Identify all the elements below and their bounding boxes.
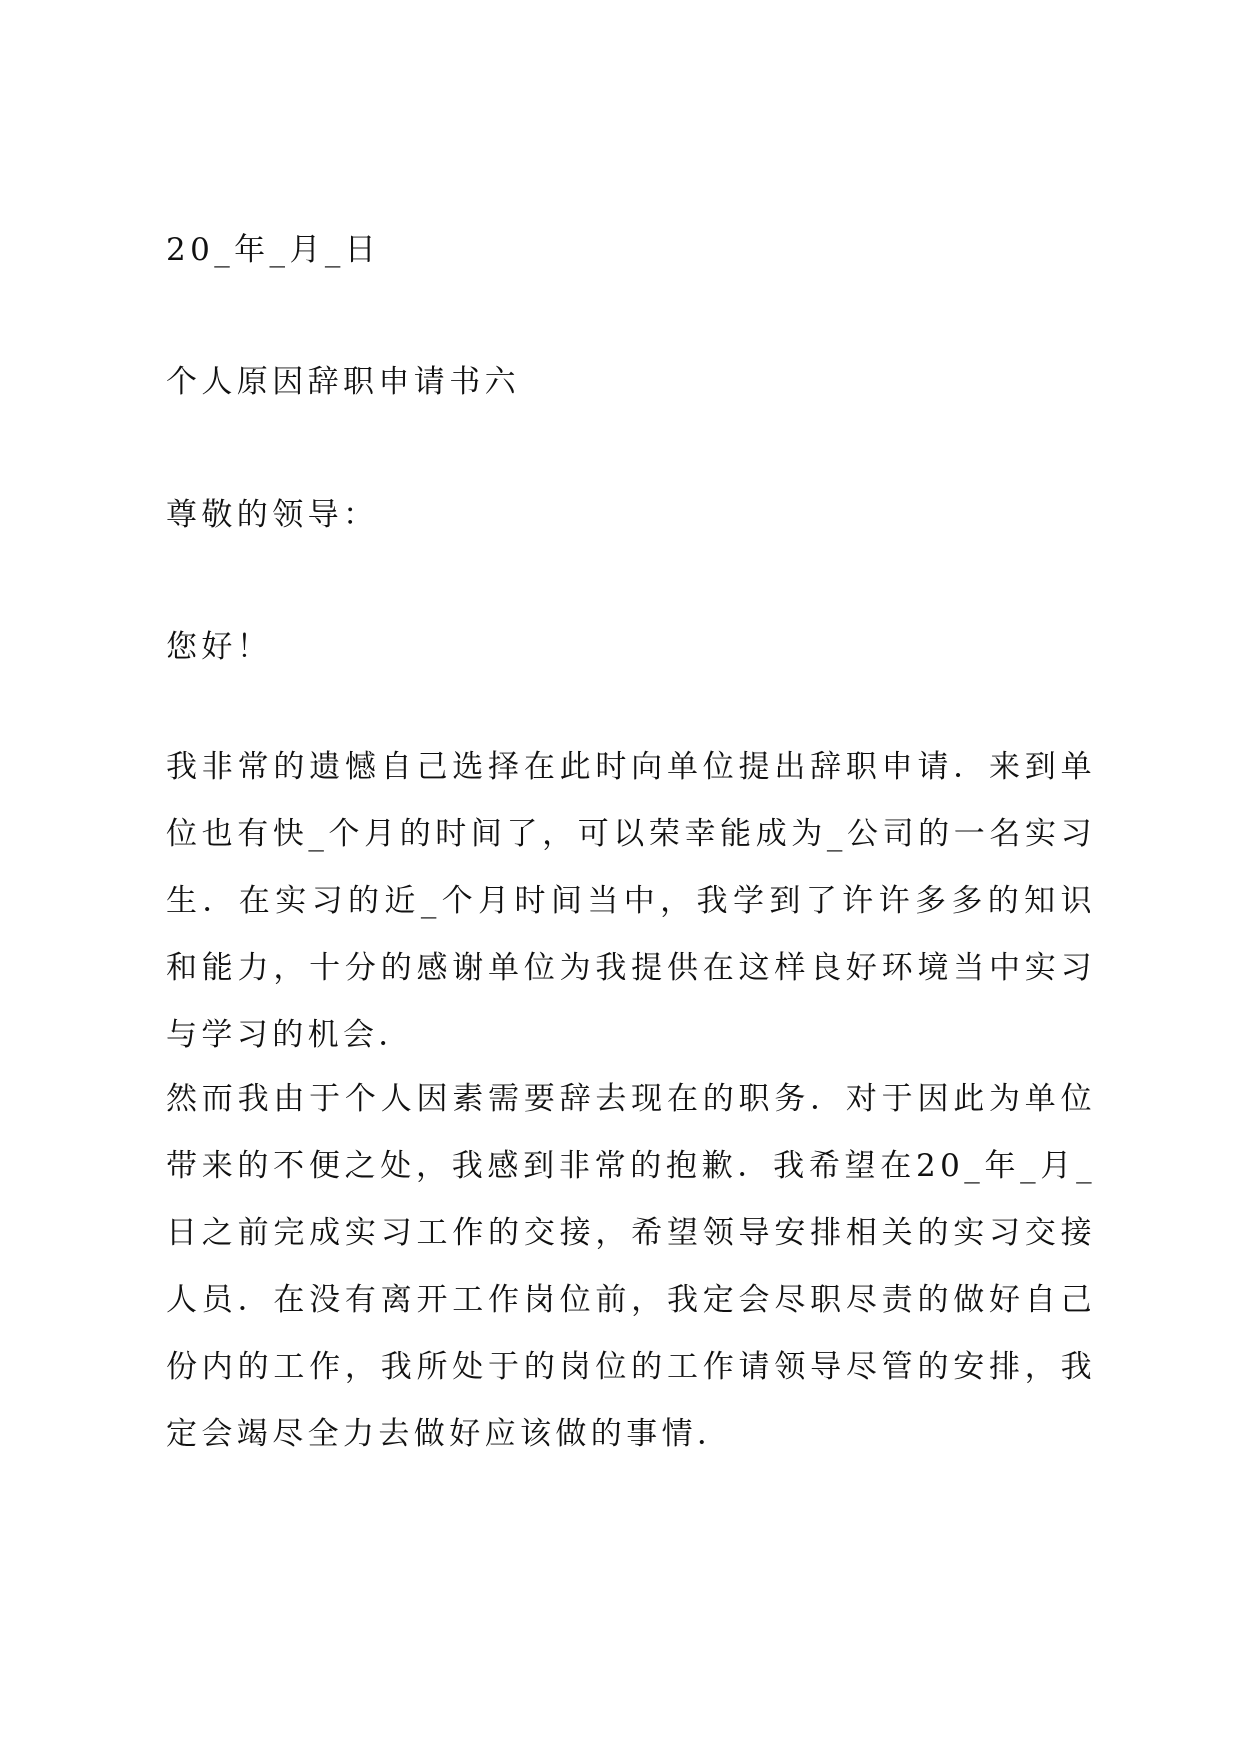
body-paragraph-1: 我非常的遗憾自己选择在此时向单位提出辞职申请．来到单位也有快_个月的时间了，可以荣幸能成为_公司的一名实习生．在实习的近_个月时间当中，我学到了许许多多的知识和能力，十分的感谢单位为我提供在这样良好环境当中实习与学习的机会． (166, 749, 1096, 1053)
date-line: 20_年_月_日 (166, 232, 381, 268)
body-paragraph-2: 然而我由于个人因素需要辞去现在的职务．对于因此为单位带来的不便之处，我感到非常的抱歉．我希望在20_年_月_日之前完成实习工作的交接，希望领导安排相关的实习交接人员．在没有离开工作岗位前，我定会尽职尽责的做好自己份内的工作，我所处于的岗位的工作请领导尽管的安排，我定会竭尽全力去做好应该做的事情． (166, 1081, 1096, 1452)
salutation: 尊敬的领导： (166, 497, 379, 533)
document-title: 个人原因辞职申请书六 (166, 364, 520, 400)
greeting: 您好！ (166, 629, 273, 665)
